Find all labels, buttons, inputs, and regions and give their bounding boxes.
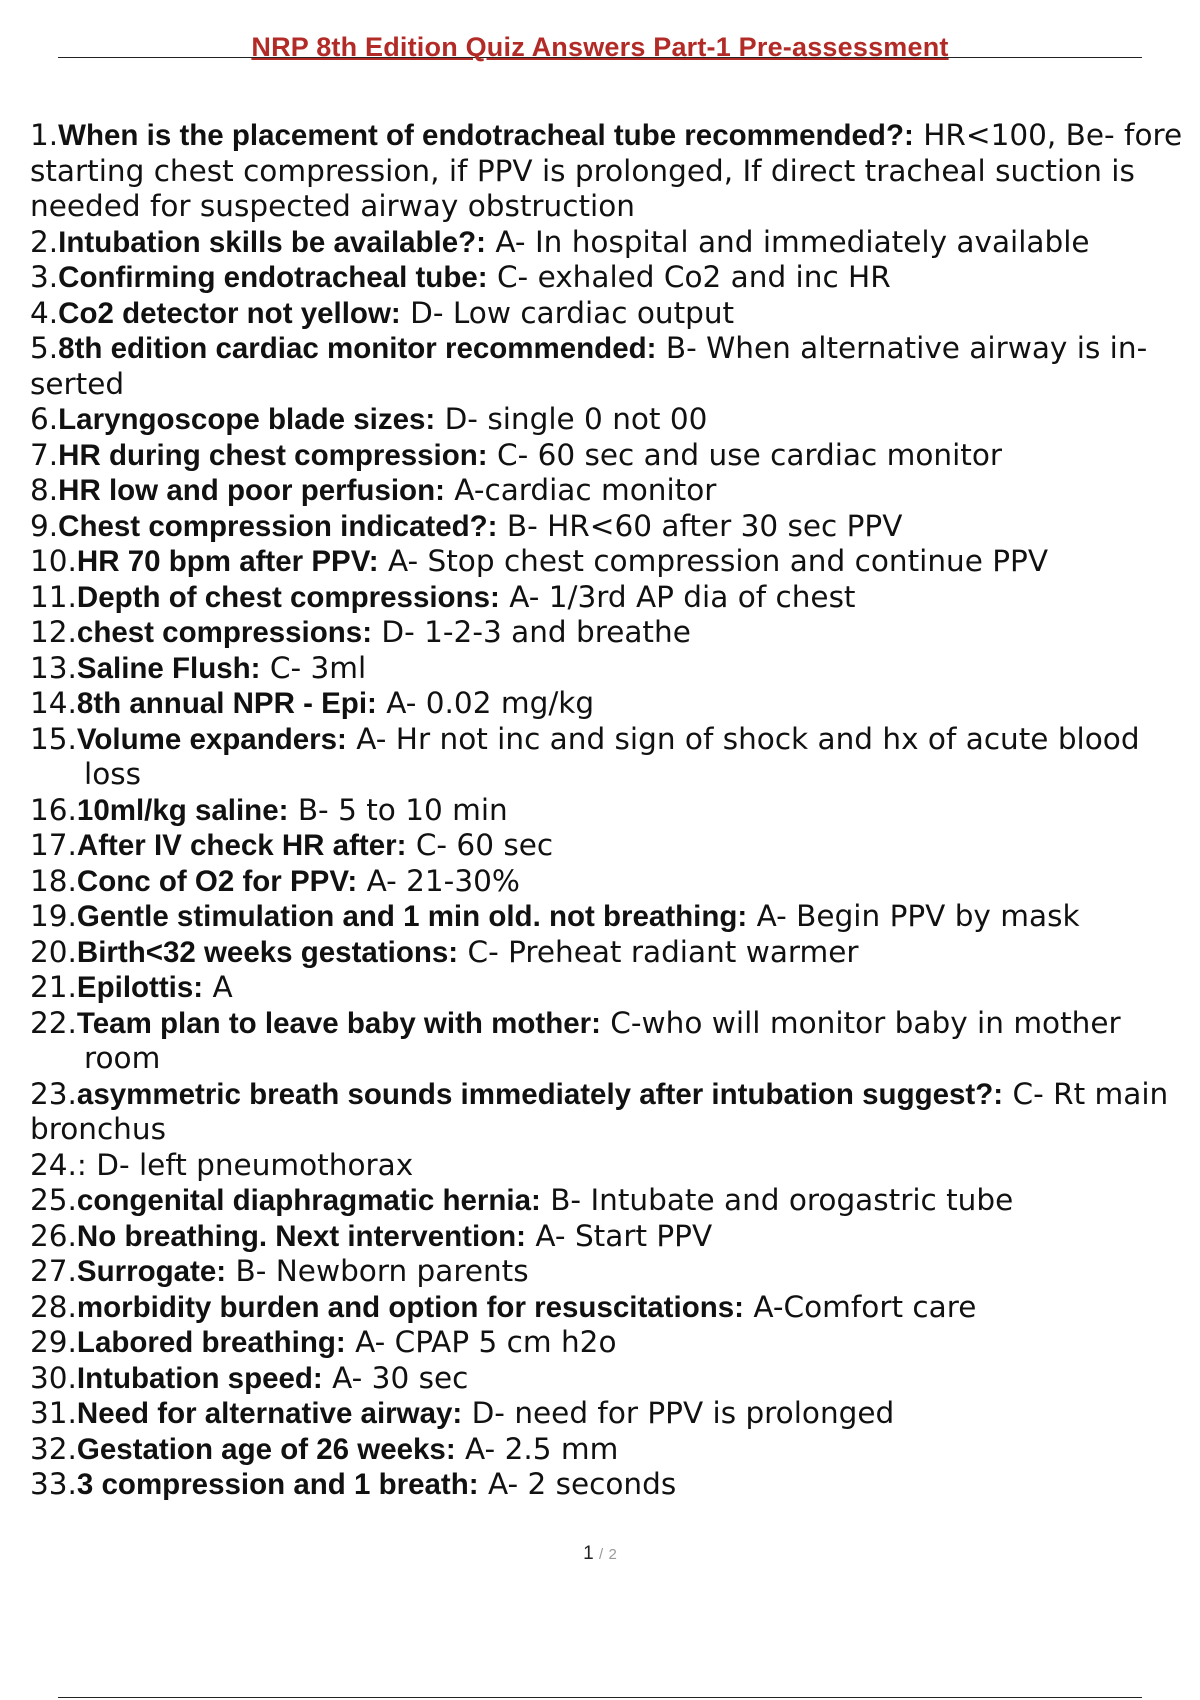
qa-item: [30, 615, 1195, 651]
question-text: Team plan to leave baby with mother:: [76, 1006, 601, 1040]
item-number: 8.: [30, 473, 59, 507]
item-number: 24.: [30, 1147, 77, 1182]
answer-text: D- Low cardiac output: [400, 295, 735, 330]
answer-text: A- 21-30%: [357, 863, 520, 898]
question-text: Gentle stimulation and 1 min old. not breathing:: [76, 900, 748, 933]
question-text: morbidity burden and option for resuscitations:: [76, 1290, 744, 1324]
item-number: 6.: [30, 402, 59, 436]
item-number: 9.: [30, 508, 59, 543]
qa-item: [30, 580, 1195, 616]
qa-item: [30, 260, 1195, 296]
answer-text: A- Hr not inc and sign of shock and hx of acute blood loss: [84, 721, 1140, 791]
answer-text: C- 60 sec and use cardiac monitor: [487, 437, 1003, 472]
question-text: HR low and poor perfusion:: [58, 474, 445, 507]
question-text: Need for alternative airway:: [76, 1397, 463, 1430]
qa-item: [30, 225, 1195, 261]
qa-item: [30, 1219, 1195, 1255]
qa-item: [30, 1396, 1195, 1432]
item-number: 29.: [30, 1325, 77, 1359]
question-text: 3 compression and 1 breath:: [76, 1468, 479, 1501]
answer-text: B- When alternative airway is in- serted: [30, 331, 1148, 401]
question-text: Surrogate:: [76, 1255, 227, 1288]
qa-item: [30, 1325, 1195, 1361]
answer-text: B- Newborn parents: [226, 1254, 529, 1288]
answer-text: C- 60 sec: [406, 828, 554, 862]
answer-text: C- Preheat radiant warmer: [458, 934, 859, 969]
qa-item: [30, 793, 1195, 829]
answer-text: D- single 0 not 00: [435, 402, 708, 436]
qa-item: [30, 331, 1195, 402]
question-text: 8th annual NPR - Epi:: [76, 687, 377, 720]
answer-text: A: [203, 970, 233, 1004]
qa-item: [30, 473, 1195, 509]
item-number: 17.: [30, 828, 77, 862]
page-total: 2: [608, 1546, 617, 1563]
answer-text: A- 30 sec: [322, 1360, 469, 1395]
answer-text: B- Intubate and orogastric tube: [540, 1183, 1014, 1217]
qa-item: [30, 1183, 1195, 1219]
question-text: Birth<32 weeks gestations:: [76, 935, 459, 969]
answer-text: : D- left pneumothorax: [76, 1147, 414, 1182]
question-text: Labored breathing:: [76, 1326, 346, 1359]
answer-text: HR<100, Be- fore starting chest compression, if PPV is prolonged, If direct tracheal suction is needed for suspected airway obstruction: [30, 118, 1183, 223]
qa-item: [30, 1006, 1195, 1077]
qa-item: [30, 544, 1195, 580]
answer-text: A- In hospital and immediately available: [486, 224, 1090, 259]
question-text: asymmetric breath sounds immediately after intubation suggest?:: [76, 1077, 1004, 1111]
answer-text: C-who will monitor baby in mother room: [84, 1005, 1121, 1075]
answer-text: A- 1/3rd AP dia of chest: [499, 579, 856, 614]
question-text: Gestation age of 26 weeks:: [76, 1432, 456, 1466]
item-number: 18.: [30, 863, 77, 898]
qa-item: [30, 970, 1195, 1006]
item-number: 10.: [30, 544, 77, 578]
qa-item: [30, 935, 1195, 971]
answer-text: D- need for PPV is prolonged: [462, 1396, 895, 1430]
item-number: 31.: [30, 1396, 77, 1430]
qa-item: [30, 296, 1195, 332]
qa-item: [30, 1467, 1195, 1503]
answer-text: A- Begin PPV by mask: [747, 899, 1080, 933]
qa-item: [30, 1148, 1195, 1184]
qa-item: [30, 402, 1195, 438]
item-number: 23.: [30, 1076, 77, 1111]
item-number: 28.: [30, 1289, 77, 1324]
item-number: 15.: [30, 721, 77, 756]
qa-item: [30, 722, 1195, 793]
item-number: 3.: [30, 260, 59, 294]
answer-text: D- 1-2-3 and breathe: [372, 615, 691, 649]
question-text: When is the placement of endotracheal tube recommended?:: [58, 119, 914, 152]
qa-item: [30, 864, 1195, 900]
item-number: 2.: [30, 224, 59, 259]
item-number: 11.: [30, 579, 77, 614]
answer-text: A- Start PPV: [526, 1218, 713, 1253]
item-number: 26.: [30, 1218, 77, 1253]
answer-text: C- 3ml: [260, 650, 367, 685]
answer-text: C- exhaled Co2 and inc HR: [487, 260, 891, 294]
item-number: 25.: [30, 1183, 77, 1217]
item-number: 1.: [30, 118, 59, 152]
item-number: 33.: [30, 1467, 77, 1501]
answer-text: B- HR<60 after 30 sec PPV: [497, 508, 903, 543]
answer-text: A- 2.5 mm: [455, 1431, 619, 1466]
qa-item: [30, 1290, 1195, 1326]
answer-text: B- 5 to 10 min: [288, 792, 508, 827]
answer-text: C- Rt main bronchus: [30, 1076, 1169, 1146]
question-text: Depth of chest compressions:: [76, 580, 500, 614]
answer-text: A- CPAP 5 cm h2o: [345, 1325, 617, 1359]
question-text: 8th edition cardiac monitor recommended:: [58, 332, 657, 365]
question-text: chest compressions:: [76, 616, 373, 649]
qa-item: [30, 828, 1195, 864]
page-current: 1: [583, 1543, 594, 1564]
item-number: 19.: [30, 899, 77, 933]
answer-text: A- Stop chest compression and continue PPV: [378, 544, 1049, 578]
document-title: NRP 8th Edition Quiz Answers Part-1 Pre-assessment: [251, 32, 949, 62]
qa-item: [30, 509, 1195, 545]
question-text: Chest compression indicated?:: [58, 509, 498, 543]
qa-item: [30, 1432, 1195, 1468]
item-number: 21.: [30, 970, 77, 1004]
answer-text: A-Comfort care: [743, 1289, 977, 1324]
question-text: Intubation skills be available?:: [58, 225, 487, 259]
item-number: 14.: [30, 686, 77, 720]
item-number: 7.: [30, 437, 59, 472]
question-text: Intubation speed:: [76, 1361, 323, 1395]
qa-item: [30, 899, 1195, 935]
qa-item: [30, 118, 1195, 225]
footer-rule: [58, 1697, 1142, 1698]
question-text: HR 70 bpm after PPV:: [76, 545, 379, 578]
question-text: No breathing. Next intervention:: [76, 1219, 527, 1253]
item-number: 16.: [30, 792, 77, 827]
item-number: 30.: [30, 1360, 77, 1395]
qa-item: [30, 686, 1195, 722]
page-number: [0, 1543, 1200, 1565]
item-number: 32.: [30, 1431, 77, 1466]
qa-item: [30, 438, 1195, 474]
item-number: 20.: [30, 934, 77, 969]
question-text: Confirming endotracheal tube:: [58, 261, 488, 294]
qa-item: [30, 1254, 1195, 1290]
item-number: 4.: [30, 295, 59, 330]
answer-text: A- 2 seconds: [478, 1467, 677, 1501]
item-number: 5.: [30, 331, 59, 365]
page-separator: /: [599, 1546, 604, 1563]
question-text: Co2 detector not yellow:: [58, 296, 401, 330]
qa-item: [30, 1077, 1195, 1148]
qa-list: [30, 118, 1195, 1503]
question-text: Epilottis:: [76, 971, 204, 1004]
qa-item: [30, 1361, 1195, 1397]
qa-item: [30, 651, 1195, 687]
question-text: 10ml/kg saline:: [76, 793, 289, 827]
item-number: 27.: [30, 1254, 77, 1288]
question-text: Conc of O2 for PPV:: [76, 864, 358, 898]
question-text: Volume expanders:: [76, 722, 347, 756]
question-text: HR during chest compression:: [58, 438, 488, 472]
question-text: Saline Flush:: [76, 651, 261, 685]
question-text: congenital diaphragmatic hernia:: [76, 1184, 541, 1217]
question-text: Laryngoscope blade sizes:: [58, 403, 436, 436]
header: [58, 32, 1142, 63]
item-number: 22.: [30, 1005, 77, 1040]
item-number: 13.: [30, 650, 77, 685]
answer-text: A-cardiac monitor: [444, 473, 717, 507]
question-text: After IV check HR after:: [76, 829, 407, 862]
item-number: 12.: [30, 615, 77, 649]
answer-text: A- 0.02 mg/kg: [376, 686, 595, 720]
